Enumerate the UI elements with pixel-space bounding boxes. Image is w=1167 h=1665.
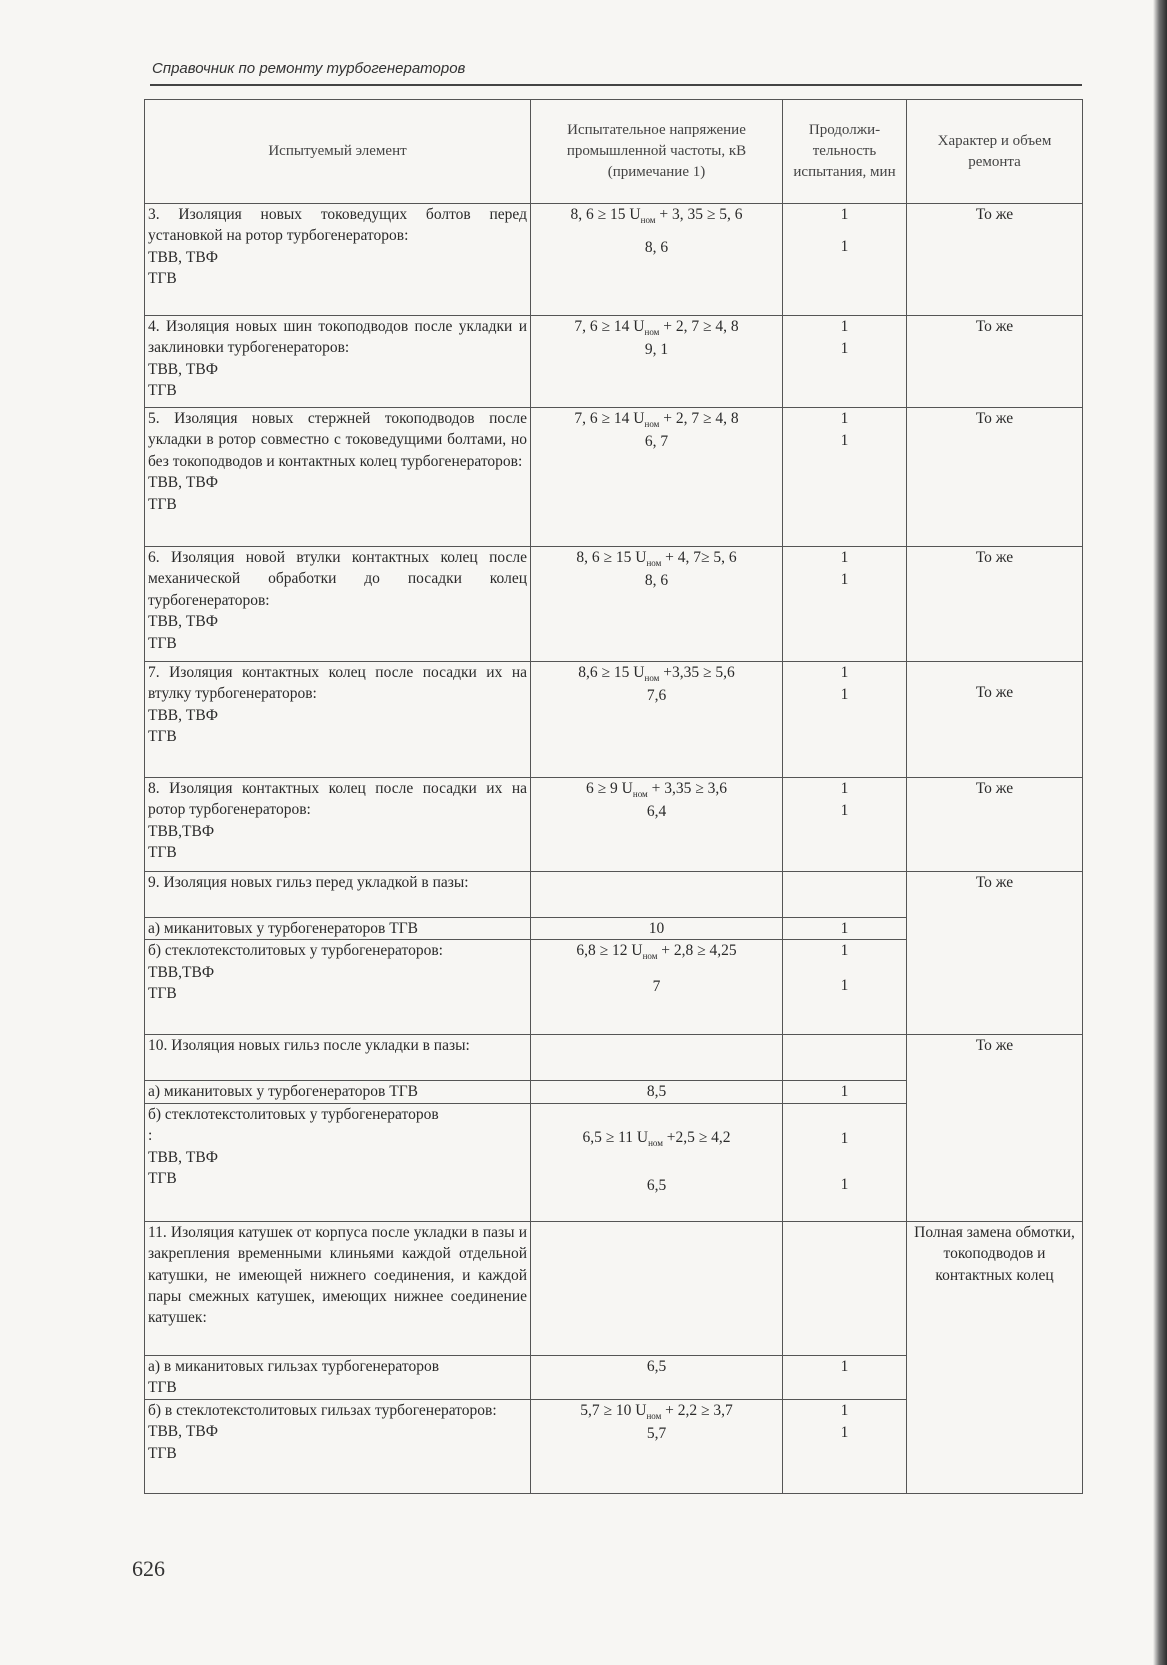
- repair-cell: То же: [907, 778, 1083, 872]
- table-row-9-title: [145, 872, 1083, 918]
- duration-value: 1: [840, 206, 849, 223]
- column-header-repair: Характер и объем ремонта: [907, 100, 1083, 204]
- duration-cell: [783, 408, 907, 547]
- voltage-cell: [531, 316, 783, 408]
- duration-value: 1: [840, 686, 849, 704]
- running-header: Справочник по ремонту турбогенераторов: [152, 60, 466, 77]
- generator-type: ТГВ: [148, 1444, 177, 1462]
- duration-value: 1: [840, 432, 849, 450]
- duration-value: 1: [840, 318, 849, 335]
- voltage-value: 8, 6: [644, 239, 669, 257]
- duration-cell: [783, 940, 907, 1035]
- page-number: 626: [132, 1556, 165, 1581]
- element-cell: [145, 1103, 531, 1221]
- voltage-value: 10: [531, 918, 783, 940]
- generator-type: ТВВ,ТВФ: [148, 822, 215, 840]
- element-cell: [145, 662, 531, 778]
- element-text: б) в стеклотекстолитовых гильзах турбогенераторов:: [148, 1401, 497, 1419]
- voltage-value: 6,4: [646, 803, 667, 821]
- duration-value: 1: [840, 780, 849, 797]
- scan-edge-shadow: [1153, 0, 1167, 1665]
- duration-cell: [783, 778, 907, 872]
- element-cell: 9. Изоляция новых гильз перед укладкой в пазы:: [145, 872, 531, 918]
- column-header-element: Испытуемый элемент: [145, 100, 531, 204]
- voltage-cell: [531, 204, 783, 316]
- duration-value: 1: [783, 1355, 907, 1399]
- element-text: 4. Изоляция новых шин токоподводов после укладки и заклиновки турбогенераторов:: [148, 318, 527, 357]
- element-text: 5. Изоляция новых стержней токоподводов после укладки в ротор совместно с токоведущими болтами, но без токоподводов и контактных колец турбогенераторов:: [148, 410, 527, 470]
- test-voltage-table: [144, 99, 1083, 1494]
- element-cell: [145, 940, 531, 1035]
- duration-cell-empty: [783, 1035, 907, 1081]
- voltage-value: 8,6 ≥ 15 $U_{ном} +3,35 \ge 5,6$: [578, 664, 735, 684]
- element-cell: 11. Изоляция катушек от корпуса после укладки в пазы и закрепления временными клиньями каждой отдельной катушки, не имеющей нижнего соединения, и каждой пары смежных катушек, имеющих нижнее соединение катушек:: [145, 1221, 531, 1355]
- duration-value: 1: [840, 976, 849, 994]
- generator-type: ТВВ, ТВФ: [148, 474, 218, 492]
- column-header-voltage: Испытательное напряжение промышленной частоты, кВ (примечание 1): [531, 100, 783, 204]
- table-row: [145, 408, 1083, 547]
- generator-type: ТВВ, ТВФ: [148, 1423, 218, 1441]
- table-body: [145, 204, 1083, 1494]
- voltage-value: 6,5: [646, 1176, 667, 1194]
- voltage-cell: [531, 662, 783, 778]
- voltage-value: 8, 6 ≥ 15 $U_{ном} + 3$, 35 ≥ 5, 6: [570, 206, 743, 226]
- voltage-cell: [531, 547, 783, 662]
- duration-cell: [783, 1103, 907, 1221]
- generator-type: ТГВ: [148, 844, 177, 862]
- table-row-10-title: [145, 1035, 1083, 1081]
- element-cell: [145, 1355, 531, 1399]
- voltage-value: 7, 6 ≥ 14 $U_{ном} + 2$, 7 ≥ 4, 8: [574, 318, 739, 338]
- element-cell: [145, 1399, 531, 1493]
- element-cell: 10. Изоляция новых гильз после укладки в пазы:: [145, 1035, 531, 1081]
- generator-type: ТГВ: [148, 634, 177, 652]
- table-row: [145, 547, 1083, 662]
- header-rule: [150, 84, 1082, 86]
- voltage-cell: [531, 1399, 783, 1493]
- element-text: 7. Изоляция контактных колец после посадки их на втулку турбогенераторов:: [148, 664, 527, 703]
- generator-type: ТГВ: [148, 1379, 177, 1397]
- duration-value: 1: [840, 942, 849, 960]
- element-cell: [145, 778, 531, 872]
- table-row-11-title: [145, 1221, 1083, 1355]
- element-text: 3. Изоляция новых токоведущих болтов перед установкой на ротор турбогенераторов:: [148, 206, 527, 245]
- column-header-duration: Продолжи-тельность испытания, мин: [783, 100, 907, 204]
- voltage-value: 6,8 ≥ 12 $U_{ном} + 2,8 \ge 4,25$: [576, 942, 737, 962]
- duration-cell: [783, 547, 907, 662]
- generator-type: ТГВ: [148, 382, 177, 400]
- element-cell: [145, 547, 531, 662]
- repair-cell: То же: [907, 547, 1083, 662]
- duration-cell-empty: [783, 1221, 907, 1355]
- table-row: [145, 316, 1083, 408]
- voltage-value: 6, 7: [644, 433, 669, 451]
- repair-cell: То же: [907, 204, 1083, 316]
- generator-type: ТГВ: [148, 985, 177, 1003]
- generator-type: ТВВ,ТВФ: [148, 963, 215, 981]
- duration-value: 1: [783, 1081, 907, 1103]
- repair-cell: То же: [907, 408, 1083, 547]
- voltage-value: 6,5 ≥ 11 $U_{ном} +2,5 \ge 4,2$: [582, 1129, 731, 1149]
- voltage-cell-empty: [531, 872, 783, 918]
- duration-value: 1: [840, 1176, 849, 1194]
- voltage-value: 9, 1: [644, 341, 669, 359]
- generator-type: ТГВ: [148, 270, 177, 288]
- voltage-value: 8, 6: [644, 572, 669, 590]
- element-text: 6. Изоляция новой втулки контактных колец после механической обработки до посадки колец турбогенераторов:: [148, 549, 527, 609]
- repair-cell: То же: [907, 1035, 1083, 1221]
- table-row: [145, 778, 1083, 872]
- generator-type: ТВВ, ТВФ: [148, 248, 218, 266]
- repair-cell: Полная замена обмотки, токоподводов и контактных колец: [907, 1221, 1083, 1493]
- voltage-value: 6,5: [531, 1355, 783, 1399]
- element-text: а) в миканитовых гильзах турбогенераторов: [148, 1357, 440, 1375]
- duration-value: 1: [840, 1401, 849, 1419]
- element-text: б) стеклотекстолитовых у турбогенераторов: [148, 1105, 439, 1123]
- element-text-colon: :: [148, 1127, 153, 1145]
- voltage-cell-empty: [531, 1035, 783, 1081]
- voltage-value: 5,7: [646, 1424, 667, 1442]
- voltage-cell: [531, 1103, 783, 1221]
- generator-type: ТГВ: [148, 1169, 177, 1187]
- element-cell: [145, 204, 531, 316]
- element-cell: [145, 408, 531, 547]
- duration-value: 1: [840, 340, 849, 358]
- duration-value: 1: [840, 410, 849, 427]
- duration-value: 1: [840, 802, 849, 820]
- duration-value: 1: [840, 238, 849, 256]
- voltage-value: 8,5: [531, 1081, 783, 1103]
- duration-value: 1: [783, 918, 907, 940]
- generator-type: ТВВ, ТВФ: [148, 360, 218, 378]
- voltage-cell: [531, 408, 783, 547]
- voltage-value: 7,6: [646, 687, 667, 705]
- generator-type: ТВВ, ТВФ: [148, 613, 218, 631]
- generator-type: ТВВ, ТВФ: [148, 706, 218, 724]
- duration-value: 1: [840, 571, 849, 589]
- voltage-value: 7, 6 ≥ 14 $U_{ном} + 2$, 7 ≥ 4, 8: [574, 410, 739, 430]
- repair-cell: То же: [907, 662, 1083, 778]
- voltage-value: 8, 6 ≥ 15 $U_{ном} + 4$, 7≥ 5, 6: [576, 549, 737, 569]
- element-cell: а) миканитовых у турбогенераторов ТГВ: [145, 1081, 531, 1103]
- table-header-row: [145, 100, 1083, 204]
- generator-type: ТГВ: [148, 728, 177, 746]
- voltage-cell: [531, 778, 783, 872]
- element-cell: а) миканитовых у турбогенераторов ТГВ: [145, 918, 531, 940]
- duration-value: 1: [840, 1129, 849, 1147]
- voltage-value: 5,7 ≥ 10 $U_{ном} + 2,2 \ge 3,7$: [580, 1401, 733, 1421]
- repair-cell: То же: [907, 316, 1083, 408]
- generator-type: ТВВ, ТВФ: [148, 1148, 218, 1166]
- element-text: б) стеклотекстолитовых у турбогенераторов:: [148, 942, 443, 960]
- duration-value: 1: [840, 1424, 849, 1442]
- voltage-cell-empty: [531, 1221, 783, 1355]
- duration-cell: [783, 316, 907, 408]
- duration-cell: [783, 662, 907, 778]
- voltage-cell: [531, 940, 783, 1035]
- table-row: [145, 204, 1083, 316]
- element-cell: [145, 316, 531, 408]
- voltage-value: 6 ≥ 9 $U_{ном} + 3,35 \ge 3,6$: [586, 780, 727, 800]
- duration-value: 1: [840, 549, 849, 566]
- duration-cell: [783, 1399, 907, 1493]
- voltage-value: 7: [652, 977, 661, 995]
- duration-cell-empty: [783, 872, 907, 918]
- table-row: [145, 662, 1083, 778]
- element-text: 8. Изоляция контактных колец после посадки их на ротор турбогенераторов:: [148, 780, 527, 819]
- duration-value: 1: [840, 664, 849, 681]
- repair-cell: То же: [907, 872, 1083, 1035]
- generator-type: ТГВ: [148, 495, 177, 513]
- duration-cell: [783, 204, 907, 316]
